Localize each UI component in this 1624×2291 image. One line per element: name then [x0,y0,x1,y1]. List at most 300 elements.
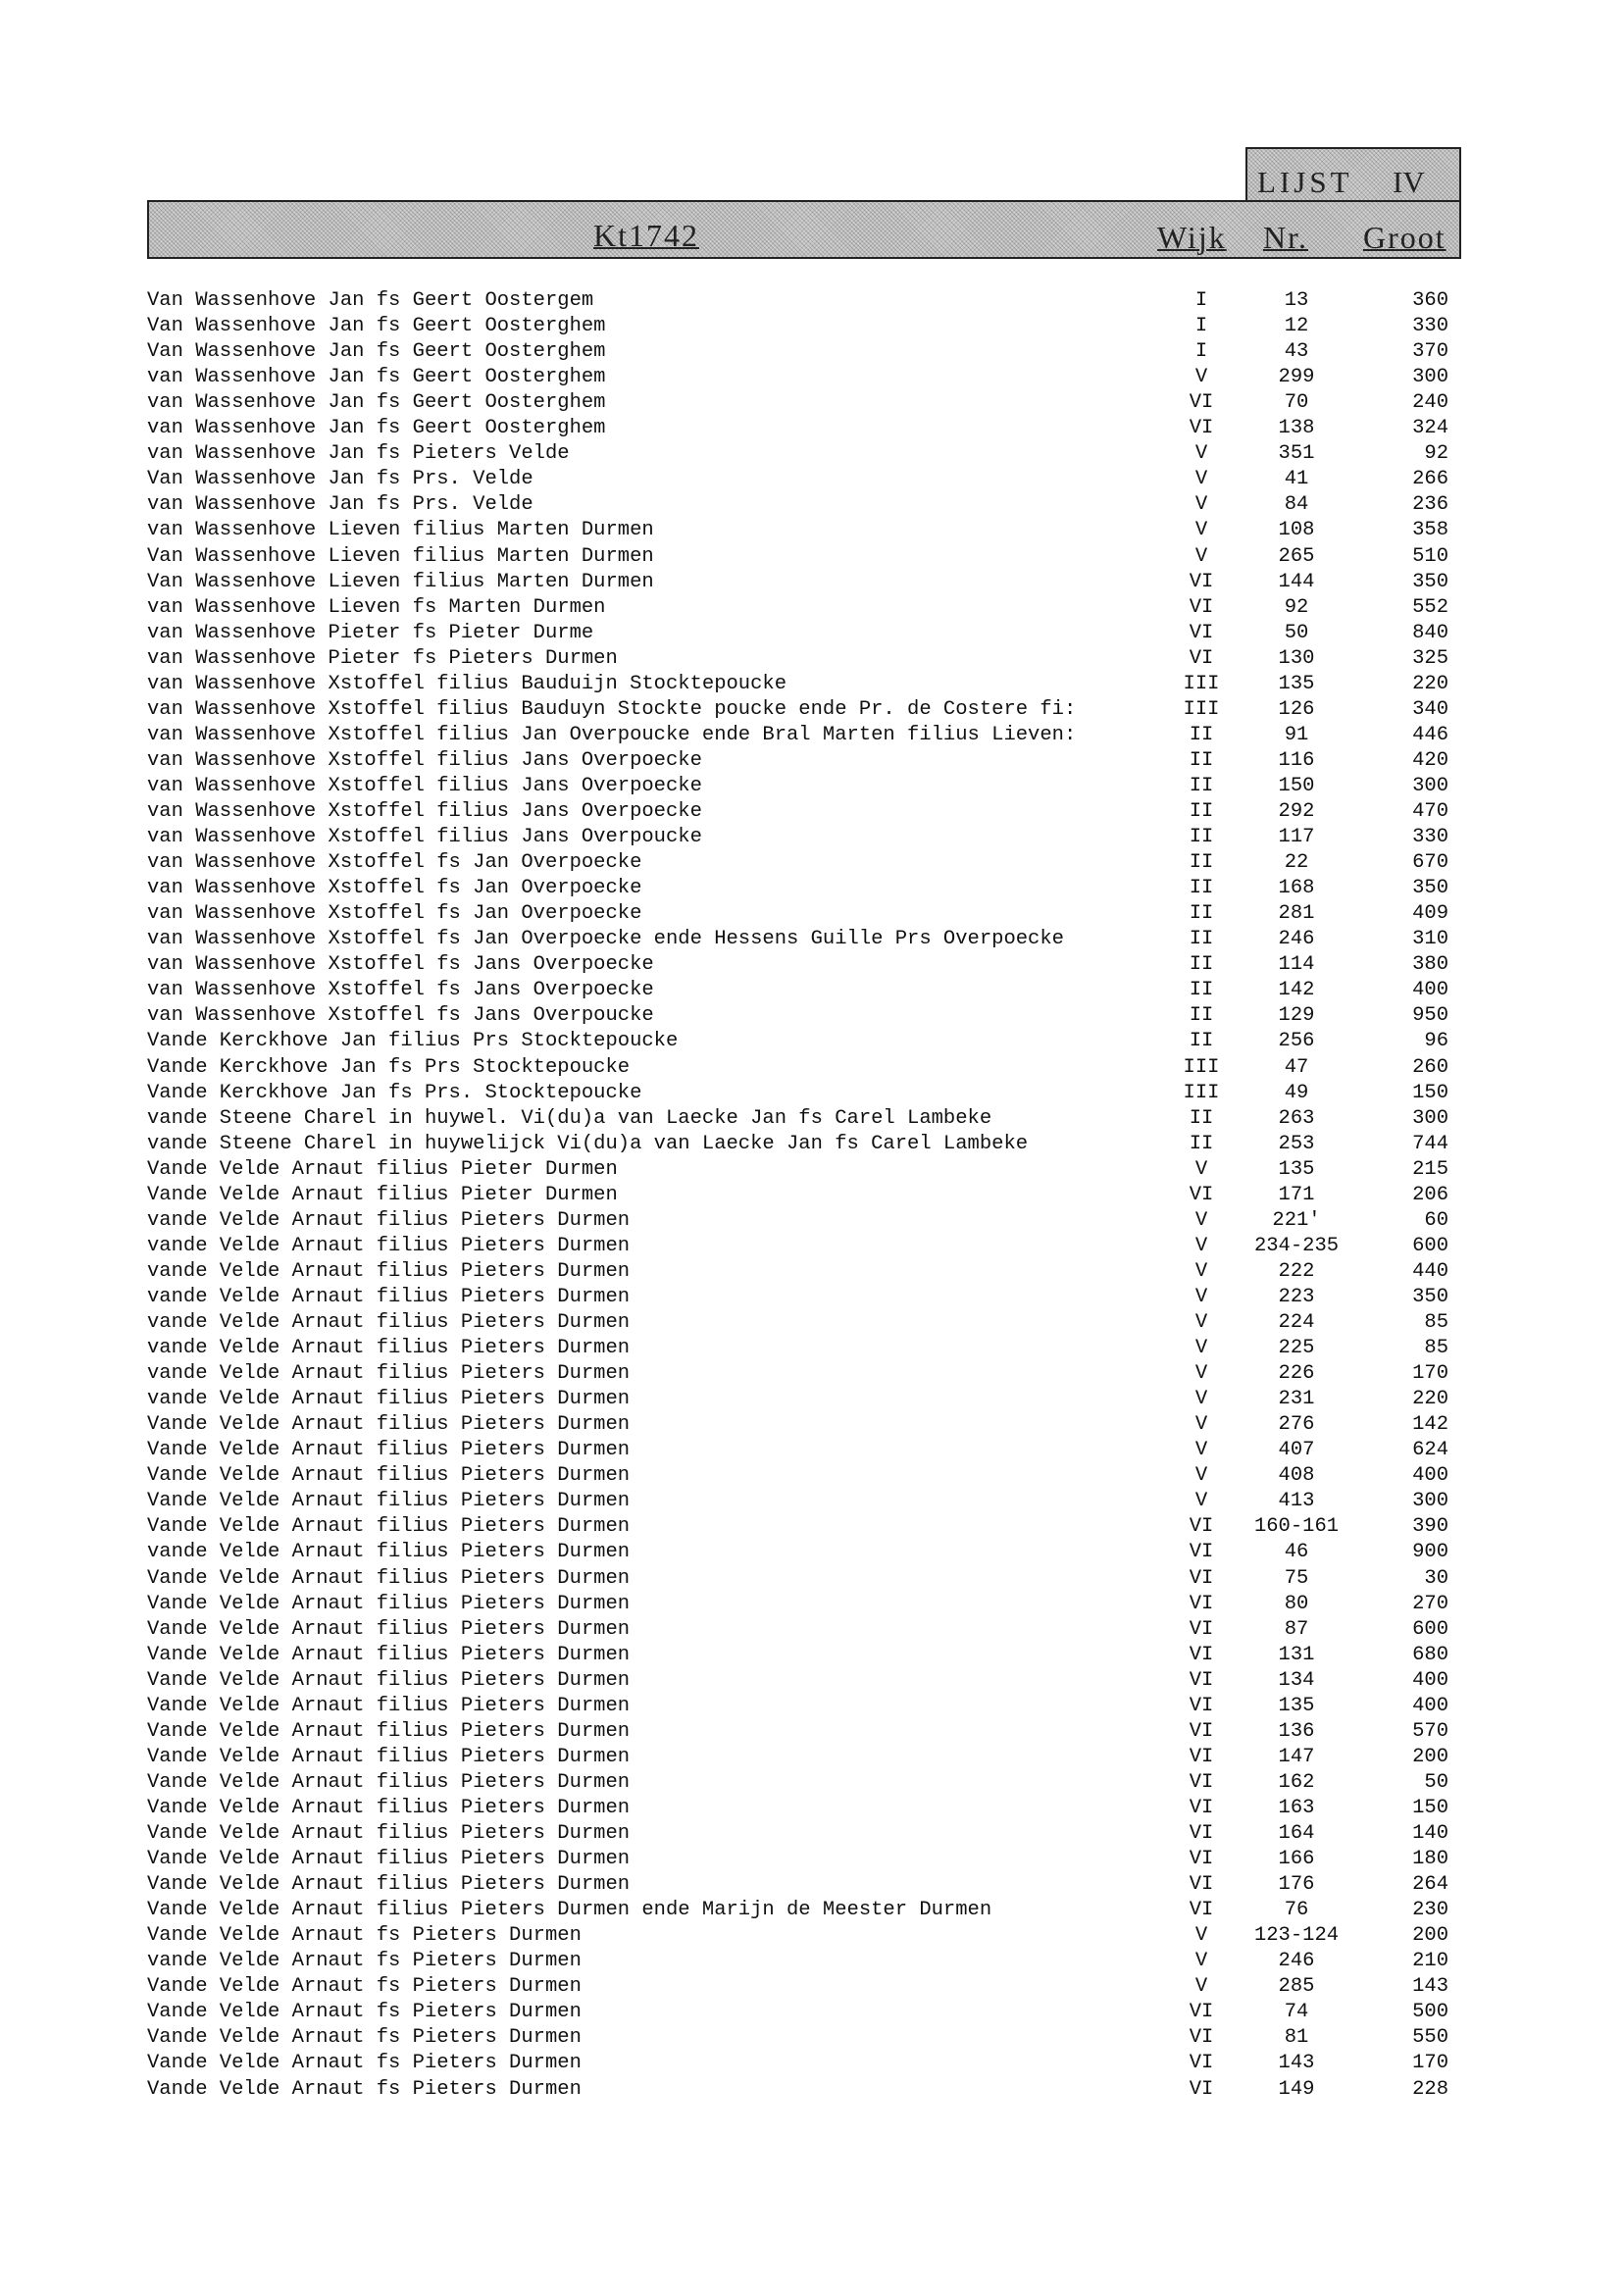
nr-cell: 117 [1278,826,1315,849]
table-row [0,1208,1624,1234]
nr-cell: 276 [1278,1413,1315,1437]
owner-name-cell: van Wassenhove Jan fs Pieters Velde [147,442,570,466]
table-row [0,595,1624,621]
wijk-cell: II [1189,826,1214,849]
wijk-cell: II [1189,748,1214,772]
owner-name-cell: van Wassenhove Xstoffel fs Jans Overpoucke [147,1004,654,1028]
owner-name-cell: Vande Velde Arnaut filius Pieters Durmen [147,1566,631,1590]
owner-name-cell: vande Velde Arnaut filius Pieters Durmen [147,1259,631,1283]
wijk-cell: I [1194,289,1208,312]
groot-cell: 400 [1412,979,1448,1002]
nr-cell: 246 [1278,1950,1315,1973]
nr-cell: 131 [1278,1643,1315,1666]
table-row [0,1923,1624,1949]
wijk-cell: VI [1189,1566,1214,1590]
groot-cell: 30 [1424,1566,1448,1590]
wijk-cell: VI [1189,1668,1214,1692]
nr-cell: 70 [1284,391,1309,415]
groot-cell: 300 [1412,1106,1448,1130]
wijk-cell: V [1194,1950,1208,1973]
table-row [0,1974,1624,2000]
table-row [0,1183,1624,1208]
nr-cell: 413 [1278,1490,1315,1513]
table-row [0,1081,1624,1106]
table-row [0,850,1624,876]
nr-cell: 84 [1284,493,1309,517]
groot-cell: 200 [1412,1745,1448,1768]
owner-name-cell: vande Steene Charel in huywelijck Vi(du)a van Laecke Jan fs Carel Lambeke [147,1132,1029,1155]
owner-name-cell: vande Velde Arnaut filius Pieters Durmen [147,1285,631,1308]
owner-name-cell: van Wassenhove Pieter fs Pieters Durmen [147,646,618,670]
owner-name-cell: Vande Velde Arnaut filius Pieters Durmen [147,1822,631,1845]
table-row [0,2051,1624,2076]
owner-name-cell: van Wassenhove Xstoffel filius Jan Overpoucke ende Bral Marten filius Lieven: [147,723,1077,746]
table-row [0,1387,1624,1412]
nr-cell: 351 [1278,442,1315,466]
nr-cell: 253 [1278,1132,1315,1155]
groot-cell: 330 [1412,826,1448,849]
table-row [0,1617,1624,1643]
nr-cell: 108 [1278,519,1315,542]
nr-cell: 75 [1284,1566,1309,1590]
table-row [0,365,1624,390]
nr-cell: 129 [1278,1004,1315,1028]
groot-cell: 340 [1412,697,1448,721]
nr-cell: 263 [1278,1106,1315,1130]
owner-name-cell: vande Velde Arnaut filius Pieters Durmen [147,1208,631,1232]
groot-cell: 350 [1412,877,1448,900]
table-row [0,876,1624,901]
nr-cell: 234-235 [1253,1234,1340,1257]
nr-cell: 91 [1284,723,1309,746]
nr-cell: 150 [1278,774,1315,797]
nr-cell: 92 [1284,595,1309,619]
table-row [0,1412,1624,1438]
wijk-cell: II [1189,1030,1214,1053]
list-title-label: LIJST [1257,165,1353,199]
nr-cell: 81 [1284,2026,1309,2050]
wijk-cell: VI [1189,1796,1214,1819]
wijk-cell: VI [1189,1822,1214,1845]
owner-name-cell: van Wassenhove Jan fs Geert Oosterghem [147,391,606,415]
nr-cell: 136 [1278,1719,1315,1743]
nr-cell: 166 [1278,1848,1315,1871]
wijk-cell: VI [1189,1694,1214,1717]
nr-cell: 168 [1278,877,1315,900]
table-row [0,416,1624,441]
table-row [0,1029,1624,1054]
wijk-cell: II [1189,774,1214,797]
wijk-cell: VI [1189,2026,1214,2050]
groot-cell: 400 [1412,1694,1448,1717]
owner-name-cell: Van Wassenhove Jan fs Geert Oosterghem [147,340,606,364]
wijk-cell: V [1194,544,1208,568]
groot-cell: 85 [1424,1337,1448,1360]
nr-cell: 299 [1278,366,1315,389]
wijk-cell: II [1189,928,1214,951]
table-row [0,1719,1624,1745]
groot-cell: 330 [1412,315,1448,338]
wijk-cell: VI [1189,1848,1214,1871]
nr-cell: 292 [1278,800,1315,823]
wijk-cell: III [1183,1081,1220,1104]
nr-cell: 285 [1278,1975,1315,1999]
owner-name-cell: Vande Velde Arnaut filius Pieters Durmen [147,1413,631,1437]
table-row [0,1361,1624,1387]
groot-cell: 400 [1412,1668,1448,1692]
table-row [0,1592,1624,1617]
wijk-cell: V [1194,1311,1208,1334]
table-row [0,748,1624,774]
nr-cell: 265 [1278,544,1315,568]
table-row [0,1234,1624,1259]
nr-cell: 224 [1278,1311,1315,1334]
table-row [0,927,1624,952]
owner-name-cell: Vande Velde Arnaut fs Pieters Durmen [147,2026,582,2050]
owner-name-cell: Vande Velde Arnaut filius Pieters Durmen [147,1873,631,1897]
nr-cell: 134 [1278,1668,1315,1692]
groot-cell: 390 [1412,1515,1448,1539]
groot-cell: 744 [1412,1132,1448,1155]
groot-cell: 92 [1424,442,1448,466]
wijk-cell: VI [1189,1719,1214,1743]
wijk-cell: I [1194,315,1208,338]
wijk-cell: V [1194,1413,1208,1437]
wijk-cell: II [1189,979,1214,1002]
wijk-cell: V [1194,468,1208,491]
owner-name-cell: van Wassenhove Xstoffel filius Jans Overpoecke [147,774,702,797]
wijk-cell: VI [1189,1541,1214,1564]
wijk-cell: VI [1189,1745,1214,1768]
table-row [0,1106,1624,1132]
wijk-cell: II [1189,1106,1214,1130]
groot-cell: 150 [1412,1081,1448,1104]
groot-cell: 260 [1412,1055,1448,1079]
wijk-cell: VI [1189,1770,1214,1794]
nr-cell: 80 [1284,1592,1309,1615]
column-header-wijk: Wijk [1157,220,1227,255]
nr-cell: 163 [1278,1796,1315,1819]
wijk-cell: V [1194,1464,1208,1488]
owner-name-cell: van Wassenhove Xstoffel fs Jans Overpoecke [147,953,654,977]
table-row [0,492,1624,518]
owner-name-cell: Vande Velde Arnaut filius Pieters Durmen [147,1745,631,1768]
groot-cell: 550 [1412,2026,1448,2050]
groot-cell: 140 [1412,1822,1448,1845]
table-row [0,901,1624,927]
groot-cell: 570 [1412,1719,1448,1743]
nr-cell: 162 [1278,1770,1315,1794]
nr-cell: 12 [1284,315,1309,338]
nr-cell: 135 [1278,672,1315,695]
table-row [0,799,1624,825]
owner-name-cell: Vande Velde Arnaut fs Pieters Durmen [147,2052,582,2075]
owner-name-cell: Vande Velde Arnaut filius Pieters Durmen ende Marijn de Meester Durmen [147,1899,992,1922]
table-row [0,2000,1624,2025]
nr-cell: 143 [1278,2052,1315,2075]
owner-name-cell: Vande Velde Arnaut filius Pieter Durmen [147,1183,618,1206]
table-row [0,697,1624,723]
wijk-cell: II [1189,877,1214,900]
wijk-cell: II [1189,1132,1214,1155]
owner-name-cell: Vande Kerckhove Jan filius Prs Stocktepoucke [147,1030,679,1053]
nr-cell: 13 [1284,289,1309,312]
groot-cell: 358 [1412,519,1448,542]
groot-cell: 215 [1412,1157,1448,1181]
wijk-cell: V [1194,442,1208,466]
nr-cell: 223 [1278,1285,1315,1308]
wijk-cell: V [1194,1975,1208,1999]
groot-cell: 230 [1412,1899,1448,1922]
nr-cell: 225 [1278,1337,1315,1360]
nr-cell: 171 [1278,1183,1315,1206]
wijk-cell: VI [1189,1183,1214,1206]
table-row [0,825,1624,850]
nr-cell: 116 [1278,748,1315,772]
table-row [0,1643,1624,1668]
table-row [0,1003,1624,1029]
groot-cell: 170 [1412,1362,1448,1386]
nr-cell: 126 [1278,697,1315,721]
wijk-cell: V [1194,1234,1208,1257]
groot-cell: 510 [1412,544,1448,568]
groot-cell: 220 [1412,672,1448,695]
groot-cell: 206 [1412,1183,1448,1206]
owner-name-cell: Vande Velde Arnaut filius Pieters Durmen [147,1668,631,1692]
owner-name-cell: Van Wassenhove Jan fs Prs. Velde [147,468,533,491]
wijk-cell: II [1189,800,1214,823]
table-row [0,672,1624,697]
wijk-cell: V [1194,1924,1208,1948]
wijk-cell: V [1194,1490,1208,1513]
groot-cell: 220 [1412,1388,1448,1411]
column-header-groot: Groot [1363,220,1446,255]
groot-cell: 266 [1412,468,1448,491]
groot-cell: 350 [1412,570,1448,593]
nr-cell: 50 [1284,621,1309,644]
nr-cell: 47 [1284,1055,1309,1079]
nr-cell: 135 [1278,1157,1315,1181]
owner-name-cell: van Wassenhove Jan fs Geert Oosterghem [147,417,606,440]
table-row [0,1514,1624,1540]
table-row [0,1489,1624,1514]
table-row [0,390,1624,416]
groot-cell: 552 [1412,595,1448,619]
nr-cell: 147 [1278,1745,1315,1768]
table-row [0,339,1624,365]
owner-name-cell: vande Velde Arnaut filius Pieters Durmen [147,1362,631,1386]
owner-name-cell: van Wassenhove Pieter fs Pieter Durme [147,621,594,644]
nr-cell: 144 [1278,570,1315,593]
wijk-cell: V [1194,1439,1208,1462]
table-row [0,1285,1624,1310]
groot-cell: 324 [1412,417,1448,440]
groot-cell: 300 [1412,774,1448,797]
table-row [0,1132,1624,1157]
nr-cell: 135 [1278,1694,1315,1717]
wijk-cell: V [1194,366,1208,389]
wijk-cell: VI [1189,2077,1214,2101]
wijk-cell: VI [1189,570,1214,593]
wijk-cell: V [1194,1362,1208,1386]
owner-name-cell: van Wassenhove Xstoffel fs Jan Overpoecke ende Hessens Guille Prs Overpoecke [147,928,1064,951]
table-row [0,1055,1624,1081]
source-title: Kt1742 [593,218,699,253]
owner-name-cell: Vande Velde Arnaut filius Pieters Durmen [147,1796,631,1819]
table-row [0,544,1624,570]
wijk-cell: VI [1189,1643,1214,1666]
owner-name-cell: vande Velde Arnaut filius Pieters Durmen [147,1234,631,1257]
table-row [0,1566,1624,1592]
groot-cell: 380 [1412,953,1448,977]
wijk-cell: V [1194,1208,1208,1232]
wijk-cell: VI [1189,391,1214,415]
groot-cell: 236 [1412,493,1448,517]
table-row [0,1949,1624,1974]
table-row [0,2025,1624,2051]
owner-name-cell: Vande Velde Arnaut filius Pieters Durmen [147,1464,631,1488]
owner-name-cell: van Wassenhove Xstoffel filius Bauduijn Stocktepoucke [147,672,787,695]
groot-cell: 200 [1412,1924,1448,1948]
owner-name-cell: Vande Velde Arnaut filius Pieters Durmen [147,1719,631,1743]
groot-cell: 210 [1412,1950,1448,1973]
table-row [0,1745,1624,1770]
wijk-cell: VI [1189,1873,1214,1897]
wijk-cell: V [1194,1157,1208,1181]
nr-cell: 41 [1284,468,1309,491]
wijk-cell: V [1194,493,1208,517]
groot-cell: 50 [1424,1770,1448,1794]
owner-name-cell: van Wassenhove Xstoffel fs Jan Overpoecke [147,851,642,875]
owner-name-cell: Vande Velde Arnaut filius Pieter Durmen [147,1157,618,1181]
groot-cell: 264 [1412,1873,1448,1897]
table-row [0,1872,1624,1898]
wijk-cell: VI [1189,646,1214,670]
owner-name-cell: Vande Velde Arnaut filius Pieters Durmen [147,1770,631,1794]
groot-cell: 142 [1412,1413,1448,1437]
groot-cell: 446 [1412,723,1448,746]
groot-cell: 900 [1412,1541,1448,1564]
groot-cell: 300 [1412,1490,1448,1513]
wijk-cell: VI [1189,1899,1214,1922]
nr-cell: 407 [1278,1439,1315,1462]
table-row [0,288,1624,314]
table-row [0,314,1624,339]
groot-cell: 240 [1412,391,1448,415]
groot-cell: 325 [1412,646,1448,670]
wijk-cell: II [1189,1004,1214,1028]
nr-cell: 408 [1278,1464,1315,1488]
groot-cell: 500 [1412,2001,1448,2024]
owner-name-cell: van Wassenhove Jan fs Geert Oosterghem [147,366,606,389]
groot-cell: 228 [1412,2077,1448,2101]
owner-name-cell: Vande Velde Arnaut fs Pieters Durmen [147,1924,582,1948]
table-row [0,1898,1624,1923]
owner-name-cell: Vande Velde Arnaut filius Pieters Durmen [147,1515,631,1539]
wijk-cell: III [1183,672,1220,695]
nr-cell: 281 [1278,902,1315,926]
nr-cell: 142 [1278,979,1315,1002]
nr-cell: 49 [1284,1081,1309,1104]
wijk-cell: VI [1189,1617,1214,1641]
owner-name-cell: vande Velde Arnaut filius Pieters Durmen [147,1388,631,1411]
owner-name-cell: Vande Kerckhove Jan fs Prs Stocktepoucke [147,1055,631,1079]
nr-cell: 22 [1284,851,1309,875]
owner-name-cell: vande Velde Arnaut filius Pieters Durmen [147,1337,631,1360]
nr-cell: 87 [1284,1617,1309,1641]
owner-name-cell: van Wassenhove Lieven filius Marten Durmen [147,519,654,542]
groot-cell: 409 [1412,902,1448,926]
owner-name-cell: Vande Velde Arnaut filius Pieters Durmen [147,1439,631,1462]
owner-name-cell: van Wassenhove Xstoffel filius Jans Overpoucke [147,826,702,849]
table-row [0,1310,1624,1336]
owner-name-cell: Van Wassenhove Lieven filius Marten Durmen [147,570,654,593]
owner-name-cell: van Wassenhove Lieven fs Marten Durmen [147,595,606,619]
owner-name-cell: Van Wassenhove Lieven filius Marten Durmen [147,544,654,568]
nr-cell: 123-124 [1253,1924,1340,1948]
wijk-cell: VI [1189,595,1214,619]
table-row [0,1694,1624,1719]
column-header-nr: Nr. [1263,220,1308,255]
wijk-cell: II [1189,953,1214,977]
nr-cell: 164 [1278,1822,1315,1845]
table-row [0,1157,1624,1183]
groot-cell: 600 [1412,1234,1448,1257]
table-row [0,1770,1624,1796]
nr-cell: 222 [1278,1259,1315,1283]
groot-cell: 310 [1412,928,1448,951]
owner-name-cell: vande Velde Arnaut filius Pieters Durmen [147,1311,631,1334]
table-row [0,774,1624,799]
owner-name-cell: vande Velde Arnaut fs Pieters Durmen [147,1950,582,1973]
wijk-cell: VI [1189,621,1214,644]
table-row [0,1821,1624,1847]
table-row [0,467,1624,492]
owner-name-cell: Vande Velde Arnaut filius Pieters Durmen [147,1643,631,1666]
owner-name-cell: Vande Velde Arnaut filius Pieters Durmen [147,1694,631,1717]
groot-cell: 96 [1424,1030,1448,1053]
groot-cell: 270 [1412,1592,1448,1615]
owner-name-cell: Vande Kerckhove Jan fs Prs. Stocktepoucke [147,1081,642,1104]
owner-name-cell: Van Wassenhove Jan fs Geert Oostergem [147,289,594,312]
nr-cell: 231 [1278,1388,1315,1411]
nr-cell: 160-161 [1253,1515,1340,1539]
groot-cell: 60 [1424,1208,1448,1232]
table-row [0,1463,1624,1489]
owner-name-cell: Vande Velde Arnaut filius Pieters Durmen [147,1617,631,1641]
table-row [0,1259,1624,1285]
table-row [0,441,1624,467]
groot-cell: 440 [1412,1259,1448,1283]
nr-cell: 74 [1284,2001,1309,2024]
groot-cell: 400 [1412,1464,1448,1488]
owner-name-cell: van Wassenhove Xstoffel fs Jan Overpoecke [147,902,642,926]
table-row [0,570,1624,595]
wijk-cell: III [1183,697,1220,721]
groot-cell: 150 [1412,1796,1448,1819]
wijk-cell: V [1194,1388,1208,1411]
table-row [0,1796,1624,1821]
groot-cell: 370 [1412,340,1448,364]
groot-cell: 470 [1412,800,1448,823]
owner-name-cell: Vande Velde Arnaut filius Pieters Durmen [147,1592,631,1615]
owner-name-cell: van Wassenhove Xstoffel fs Jans Overpoecke [147,979,654,1002]
wijk-cell: V [1194,519,1208,542]
owner-name-cell: van Wassenhove Jan fs Prs. Velde [147,493,533,517]
owner-name-cell: Vande Velde Arnaut fs Pieters Durmen [147,2001,582,2024]
nr-cell: 130 [1278,646,1315,670]
table-row [0,723,1624,748]
